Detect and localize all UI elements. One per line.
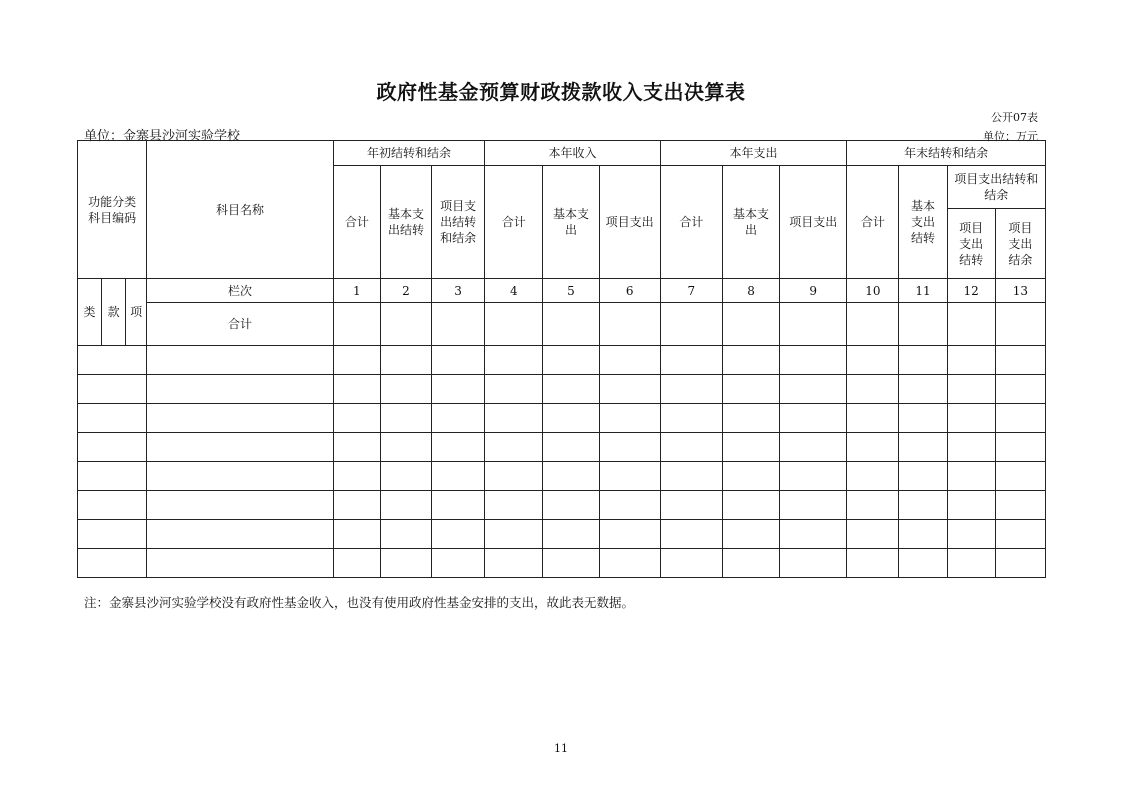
table-row: [78, 346, 1046, 375]
col-num: 2: [380, 279, 431, 303]
income-basic-header: 基本支 出: [543, 166, 599, 279]
table-cell: [947, 520, 995, 549]
table-cell: [947, 303, 995, 346]
table-cell: [599, 346, 660, 375]
table-cell: [995, 303, 1045, 346]
table-cell: [722, 549, 779, 578]
table-cell: [380, 303, 431, 346]
table-cell: [333, 375, 380, 404]
table-cell: [660, 520, 722, 549]
end-proj-carry-header: 项目 支出 结转: [947, 209, 995, 279]
code-cell: [78, 520, 147, 549]
table-cell: [660, 346, 722, 375]
table-cell: [899, 433, 947, 462]
table-cell: [995, 491, 1045, 520]
table-cell: [485, 549, 543, 578]
table-cell: [543, 520, 599, 549]
table-cell: [485, 303, 543, 346]
table-cell: [847, 462, 899, 491]
table-cell: [147, 346, 334, 375]
table-row: [78, 491, 1046, 520]
table-cell: [380, 549, 431, 578]
col-num: 4: [485, 279, 543, 303]
table-cell: [899, 462, 947, 491]
col-num: 10: [847, 279, 899, 303]
empty-data-rows: [78, 346, 1046, 578]
code-cell: [78, 404, 147, 433]
lei-header: 类: [78, 279, 102, 346]
col-num: 12: [947, 279, 995, 303]
table-cell: [660, 303, 722, 346]
table-cell: [660, 462, 722, 491]
table-cell: [599, 520, 660, 549]
table-cell: [485, 404, 543, 433]
code-cell: [78, 462, 147, 491]
begin-total-header: 合计: [333, 166, 380, 279]
table-cell: [722, 375, 779, 404]
begin-basic-carry-header: 基本支 出结转: [380, 166, 431, 279]
table-cell: [722, 346, 779, 375]
table-cell: [780, 303, 847, 346]
table-cell: [599, 375, 660, 404]
table-row: [78, 520, 1046, 549]
table-cell: [599, 404, 660, 433]
code-cell: [78, 549, 147, 578]
table-cell: [899, 520, 947, 549]
code-cell: [78, 491, 147, 520]
group-end-header: 年末结转和结余: [847, 141, 1046, 166]
income-total-header: 合计: [485, 166, 543, 279]
table-cell: [899, 346, 947, 375]
table-cell: [380, 491, 431, 520]
table-code: 公开07表: [991, 111, 1038, 124]
table-cell: [995, 433, 1045, 462]
table-cell: [147, 433, 334, 462]
table-cell: [847, 433, 899, 462]
table-cell: [333, 462, 380, 491]
table-cell: [485, 346, 543, 375]
table-cell: [847, 346, 899, 375]
expense-total-header: 合计: [660, 166, 722, 279]
table-cell: [485, 520, 543, 549]
table-cell: [660, 491, 722, 520]
table-cell: [780, 549, 847, 578]
code-cell: [78, 375, 147, 404]
table-cell: [485, 375, 543, 404]
table-cell: [947, 346, 995, 375]
table-cell: [947, 433, 995, 462]
table-cell: [722, 404, 779, 433]
col-num: 3: [432, 279, 485, 303]
table-cell: [333, 549, 380, 578]
table-cell: [847, 491, 899, 520]
table-row: [78, 549, 1046, 578]
column-number-row: [78, 279, 1046, 303]
col-num: 13: [995, 279, 1045, 303]
table-cell: [147, 549, 334, 578]
group-begin-header: 年初结转和结余: [333, 141, 484, 166]
table-cell: [660, 433, 722, 462]
table-cell: [847, 549, 899, 578]
table-cell: [995, 520, 1045, 549]
table-cell: [899, 549, 947, 578]
col-num: 7: [660, 279, 722, 303]
table-cell: [599, 303, 660, 346]
table-cell: [722, 433, 779, 462]
table-cell: [380, 375, 431, 404]
table-cell: [543, 433, 599, 462]
table-cell: [899, 491, 947, 520]
table-cell: [432, 303, 485, 346]
table-cell: [147, 462, 334, 491]
table-cell: [847, 375, 899, 404]
end-basic-carry-header: 基本 支出 结转: [899, 166, 947, 279]
table-cell: [543, 404, 599, 433]
table-cell: [485, 491, 543, 520]
table-cell: [722, 520, 779, 549]
table-row: [78, 404, 1046, 433]
expense-basic-header: 基本支 出: [722, 166, 779, 279]
table-cell: [995, 549, 1045, 578]
table-cell: [543, 346, 599, 375]
end-total-header: 合计: [847, 166, 899, 279]
total-row: [78, 303, 1046, 346]
table-cell: [432, 462, 485, 491]
group-income-header: 本年收入: [485, 141, 661, 166]
table-cell: [995, 375, 1045, 404]
lanci-label: 栏次: [147, 279, 334, 303]
table-cell: [599, 433, 660, 462]
table-cell: [780, 375, 847, 404]
end-proj-group-header: 项目支出结转和 结余: [947, 166, 1045, 209]
table-cell: [485, 462, 543, 491]
table-cell: [333, 520, 380, 549]
table-cell: [947, 549, 995, 578]
table-cell: [543, 549, 599, 578]
xiang-header: 项: [126, 279, 147, 346]
table-cell: [995, 462, 1045, 491]
end-proj-surplus-header: 项目 支出 结余: [995, 209, 1045, 279]
table-cell: [380, 462, 431, 491]
page-number: 11: [554, 742, 568, 755]
table-cell: [660, 404, 722, 433]
table-cell: [722, 303, 779, 346]
table-cell: [380, 520, 431, 549]
table-cell: [660, 549, 722, 578]
table-cell: [947, 375, 995, 404]
table-cell: [780, 433, 847, 462]
col-num: 9: [780, 279, 847, 303]
table-cell: [147, 491, 334, 520]
subject-name-header: 科目名称: [147, 141, 334, 279]
table-cell: [432, 346, 485, 375]
table-cell: [432, 491, 485, 520]
table-cell: [899, 303, 947, 346]
table-cell: [333, 433, 380, 462]
table-cell: [432, 433, 485, 462]
reporting-unit: 单位：金寨县沙河实验学校: [84, 129, 241, 144]
func-class-header: 功能分类 科目编码: [78, 141, 147, 279]
begin-proj-carry-header: 项目支 出结转 和结余: [432, 166, 485, 279]
budget-table: [77, 140, 1046, 578]
code-cell: [78, 433, 147, 462]
table-cell: [995, 404, 1045, 433]
total-row-label: 合计: [147, 303, 334, 346]
table-cell: [380, 346, 431, 375]
income-project-header: 项目支出: [599, 166, 660, 279]
kuan-header: 款: [102, 279, 126, 346]
table-cell: [380, 433, 431, 462]
header-row-groups: [78, 141, 1046, 166]
expense-project-header: 项目支出: [780, 166, 847, 279]
table-cell: [899, 375, 947, 404]
table-cell: [722, 491, 779, 520]
table-cell: [780, 491, 847, 520]
table-cell: [333, 404, 380, 433]
table-cell: [599, 462, 660, 491]
table-cell: [432, 520, 485, 549]
table-row: [78, 462, 1046, 491]
table-cell: [432, 404, 485, 433]
table-cell: [543, 375, 599, 404]
table-cell: [847, 303, 899, 346]
footnote: 注：金寨县沙河实验学校没有政府性基金收入，也没有使用政府性基金安排的支出，故此表无数据。: [84, 595, 635, 610]
table-row: [78, 433, 1046, 462]
col-num: 1: [333, 279, 380, 303]
table-cell: [147, 375, 334, 404]
table-row: [78, 375, 1046, 404]
currency-unit: 单位：万元: [983, 130, 1038, 143]
table-cell: [147, 520, 334, 549]
table-cell: [333, 346, 380, 375]
table-cell: [780, 346, 847, 375]
table-cell: [432, 375, 485, 404]
table-cell: [780, 462, 847, 491]
table-cell: [599, 549, 660, 578]
table-cell: [722, 462, 779, 491]
table-cell: [847, 520, 899, 549]
table-cell: [333, 491, 380, 520]
table-cell: [543, 303, 599, 346]
table-cell: [543, 491, 599, 520]
table-cell: [333, 303, 380, 346]
code-cell: [78, 346, 147, 375]
table-cell: [485, 433, 543, 462]
table-cell: [599, 491, 660, 520]
table-cell: [380, 404, 431, 433]
col-num: 11: [899, 279, 947, 303]
table-cell: [780, 404, 847, 433]
group-expense-header: 本年支出: [660, 141, 847, 166]
table-cell: [947, 491, 995, 520]
table-cell: [432, 549, 485, 578]
table-cell: [660, 375, 722, 404]
col-num: 6: [599, 279, 660, 303]
table-cell: [995, 346, 1045, 375]
table-cell: [847, 404, 899, 433]
table-cell: [147, 404, 334, 433]
table-cell: [780, 520, 847, 549]
table-cell: [947, 404, 995, 433]
table-cell: [899, 404, 947, 433]
table-cell: [947, 462, 995, 491]
col-num: 8: [722, 279, 779, 303]
table-cell: [543, 462, 599, 491]
col-num: 5: [543, 279, 599, 303]
page-title: 政府性基金预算财政拨款收入支出决算表: [376, 80, 746, 104]
